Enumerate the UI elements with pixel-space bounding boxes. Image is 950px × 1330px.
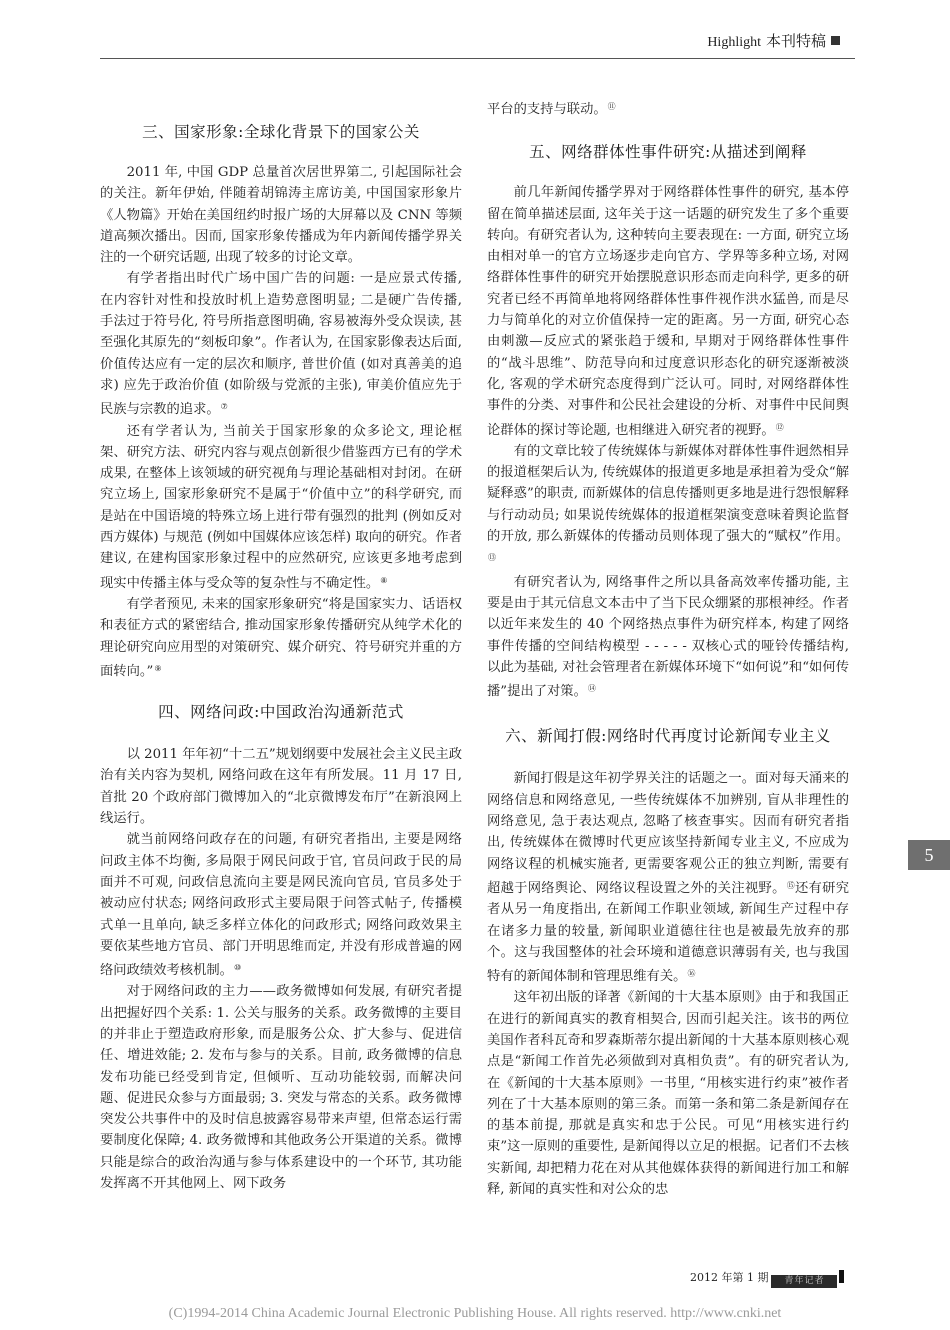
paragraph-text: 有学者预见, 未来的国家形象研究“将是国家实力、话语权和表征方式的紧密结合, 推动国家形象传播研究从纯学术化的理论研究向应用型的对策研究、媒介研究、符号研究并重的方面转向。” (100, 596, 462, 679)
footnote-marker: ⑮ (786, 880, 795, 890)
paragraph (487, 768, 849, 987)
footnote-marker: ⑫ (775, 422, 784, 432)
paragraph: 对于网络问政的主力——政务微博如何发展, 有研究者提出把握好四个关系: 1. 公关与服务的关系。政务微博的主要目的并非止于塑造政府形象, 而是服务公众、扩大参与、促进信任、增进效能; 2. 发布与参与的关系。目前, 政务微博的信息发布功能已经受到肯定, 但倾听、互动功能较弱, 而解决问题、促进民众参与方面最弱; 3. 突发与常态的关系。政务微博突发公共事件中的及时信息披露容易带来声望, 但常态运行需要制度化保障; 4. 政务微博和其他政务公开渠道的关系。微博只能是综合的政治沟通与参与体系建设中的一个环节, 其功能发挥离不开其他网上、网下政务 (100, 984, 462, 1192)
page-header (0, 0, 950, 60)
paragraph: 这年初出版的译著《新闻的十大基本原则》由于和我国正在进行的新闻真实的教育相契合, 因而引起关注。该书的两位美国作者科瓦奇和罗森斯蒂尔提出新闻的十大基本原则核心观点是“新闻工作首先必须做到对真相负责”。有的研究者认为, 在《新闻的十大基本原则》一书里, “用核实进行约束”被作者列在了十大基本原则的第三条。而第一条和第二条是新闻存在的基本前提, 那就是真实和忠于公民。可见“用核实进行约束”这一原则的重要性, 是新闻得以立足的根据。记者们不去核实新闻, 却把精力花在对从其他媒体获得的新闻进行加工和解释, 新闻的真实性和对公众的忠 (487, 990, 849, 1198)
footnote-marker: ⑧ (380, 575, 388, 585)
footer-issue (690, 1269, 844, 1288)
header-square-icon (831, 36, 840, 45)
paragraph-text: 平台的支持与联动。 (487, 102, 607, 117)
heading-section-3: 三、国家形象:全球化背景下的国家公关 (142, 123, 420, 141)
paragraph (487, 572, 849, 703)
header-highlight: Highlight (707, 35, 761, 50)
paragraph-text: 新闻打假是这年初学界关注的话题之一。面对每天涌来的网络信息和网络意见, 一些传统媒体不加辨别, 盲从非理性的网络意见, 急于表达观点, 忽略了核查事实。因而有研究者指出, 传统媒体在微博时代更应该坚持新闻专业主义, 不应成为网络议程的机械实施者, 更需要客观公正的独立判断, 需要有超越于网络舆论、网络议程设置之外的关注视野。 (487, 771, 849, 896)
paragraph-text: 前几年新闻传播学界对于网络群体性事件的研究, 基本停留在简单描述层面, 这年关于这一话题的研究发生了多个重要转向。有研究者认为, 这种转向主要表现在: 一方面, 研究立场由相对单一的官方立场逐步走向官方、学界等多种立场, 对网络群体性事件的研究开始摆脱意识形态而走向科学, 更多的研究者已经不再简单地将网络群体性事件视作洪水猛兽, 而是尽力与简单化的对立价值保持一定的距离。另一方面, 研究心态由刺激—反应式的紧张趋于缓和, 早期对于网络群体性事件的“战斗思维”、防范导向和过度意识形态化的研究逐渐被淡化, 客观的学术研究态度得到广泛认可。同时, 对网络群体性事件的分类、对事件和公民社会建设的分析、对事件中民间舆论群体的探讨等论题, 也相继进入研究者的视野。 (487, 185, 849, 438)
header-rule (100, 58, 855, 59)
paragraph: 2011 年, 中国 GDP 总量首次居世界第二, 引起国际社会的关注。新年伊始, 伴随着胡锦涛主席访美, 中国国家形象片《人物篇》开始在美国纽约时报广场的大屏幕以及 CNN 等频道高频次播出。因而, 国家形象传播成为年内新闻传播学界关注的一个研究话题, 出现了较多的讨论文章。 (100, 165, 462, 266)
paragraph-text: 有学者指出时代广场中国广告的问题: 一是应景式传播, 在内容针对性和投放时机上造势意图明显; 二是硬广告传播, 手法过于符号化, 符号所指意图明确, 容易被海外受众误读, 甚至强化其原先的“刻板印象”。作者认为, 在国家影像表达后面, 价值传达应有一定的层次和顺序, 普世价值 (如对真善美的追求) 应先于政治价值 (如阶级与党派的主张), 审美价值应先于民族与宗教的追求。 (100, 271, 462, 418)
paragraph-text: 还有学者认为, 当前关于国家形象的众多论文, 理论框架、研究方法、研究内容与观点创新很少借鉴西方已有的学术成果, 在整体上该领域的研究视角与理论基础相对封闭。在研究立场上, 国家形象研究不是属于“价值中立”的科学研究, 而是站在中国语境的特殊立场上进行带有强烈的批判 (例如反对西方媒体) 与规范 (例如中国媒体应该怎样) 取向的研究。作者建议, 在建构国家形象过程中的应然研究, 应该更多地考虑到现实中传播主体与受众等的复杂性与不确定性。 (100, 423, 462, 591)
heading-section-4: 四、网络问政:中国政治沟通新范式 (158, 703, 404, 722)
issue-label: 2012 年第 1 期 (690, 1271, 769, 1284)
left-column (100, 96, 462, 1194)
right-column (487, 96, 849, 1200)
paragraph: 以 2011 年年初“十二五”规划纲要中发展社会主义民主政治有关内容为契机, 网络问政在这年有所发展。11 月 17 日, 首批 20 个政府部门微博加入的“北京微博发布厅”在新浪网上线运行。 (100, 747, 462, 827)
paragraph (100, 829, 462, 981)
paragraph-continued (487, 96, 849, 120)
copyright-line: (C)1994-2014 China Academic Journal Electronic Publishing House. All rights reserved. http://www.cnki.net (168, 1306, 782, 1321)
footer-bar (839, 1270, 844, 1283)
running-header (707, 30, 840, 51)
page-number-tab: 5 (908, 840, 950, 870)
paragraph-text: 有的文章比较了传统媒体与新媒体对群体性事件迥然相异的报道框架后认为, 传统媒体的报道更多地是承担着为受众“解疑释惑”的职责, 而新媒体的信息传播则更多地是进行怨恨解释与行动动员; 如果说传统媒体的报道框架演变意味着舆论监督的开放, 那么新媒体的传播动员则体现了强大的“赋权”作用。 (487, 443, 849, 545)
paragraph (100, 421, 462, 594)
paragraph-text: 就当前网络问政存在的问题, 有研究者指出, 主要是网络问政主体不均衡, 多局限于网民问政于官, 官员问政于民的局面并不可观, 问政信息流向主要是网民流向官员, 官员多处于被动应付状态; 网络问政形式主要局限于问答式帖子, 传播模式单一且单向, 缺乏多样立体化的问政形式; 网络问政效果主要依某些地方官员、部门开明思维而定, 并没有形成普遍的网络问政绩效考核机制。 (100, 832, 462, 979)
footnote-marker: ⑭ (587, 684, 596, 694)
footnote-marker: ⑦ (220, 402, 228, 412)
heading-section-5: 五、网络群体性事件研究:从描述到阐释 (529, 143, 807, 162)
magazine-logo: 青年记者 (771, 1275, 837, 1288)
paragraph (100, 594, 462, 682)
footnote-marker: ⑩ (233, 963, 242, 973)
footnote-marker: ⑬ (488, 553, 496, 563)
header-section-title: 本刊特稿 (765, 34, 826, 50)
paragraph (100, 268, 462, 420)
paragraph (487, 441, 849, 572)
footnote-marker: ⑪ (607, 102, 616, 111)
footnote-marker: ⑯ (687, 969, 696, 979)
heading-section-6: 六、新闻打假:网络时代再度讨论新闻专业主义 (505, 727, 831, 746)
paragraph-text: 还有研究者从另一角度指出, 在新闻工作职业领域, 新闻生产过程中存在诸多力量的较量, 新闻职业道德往往也是被最先放弃的那个。这与我国整体的社会环境和道德意识薄弱有关, 也与我国特有的新闻体制和管理思维有关。 (487, 880, 850, 985)
footnote-marker: ⑨ (154, 663, 162, 673)
paragraph (487, 182, 849, 441)
paragraph-text: 有研究者认为, 网络事件之所以具备高效率传播功能, 主要是由于其元信息文本击中了当下民众绷紧的那根神经。作者以近年来发生的 40 个网络热点事件为研究样本, 构建了网络事件传播的空间结构模型 - - - - - 双核心式的哑铃传播结构, 以此为基础, 对社会管理者在新媒体环境下“如何说”和“如何传播”提出了对策。 (487, 574, 849, 700)
